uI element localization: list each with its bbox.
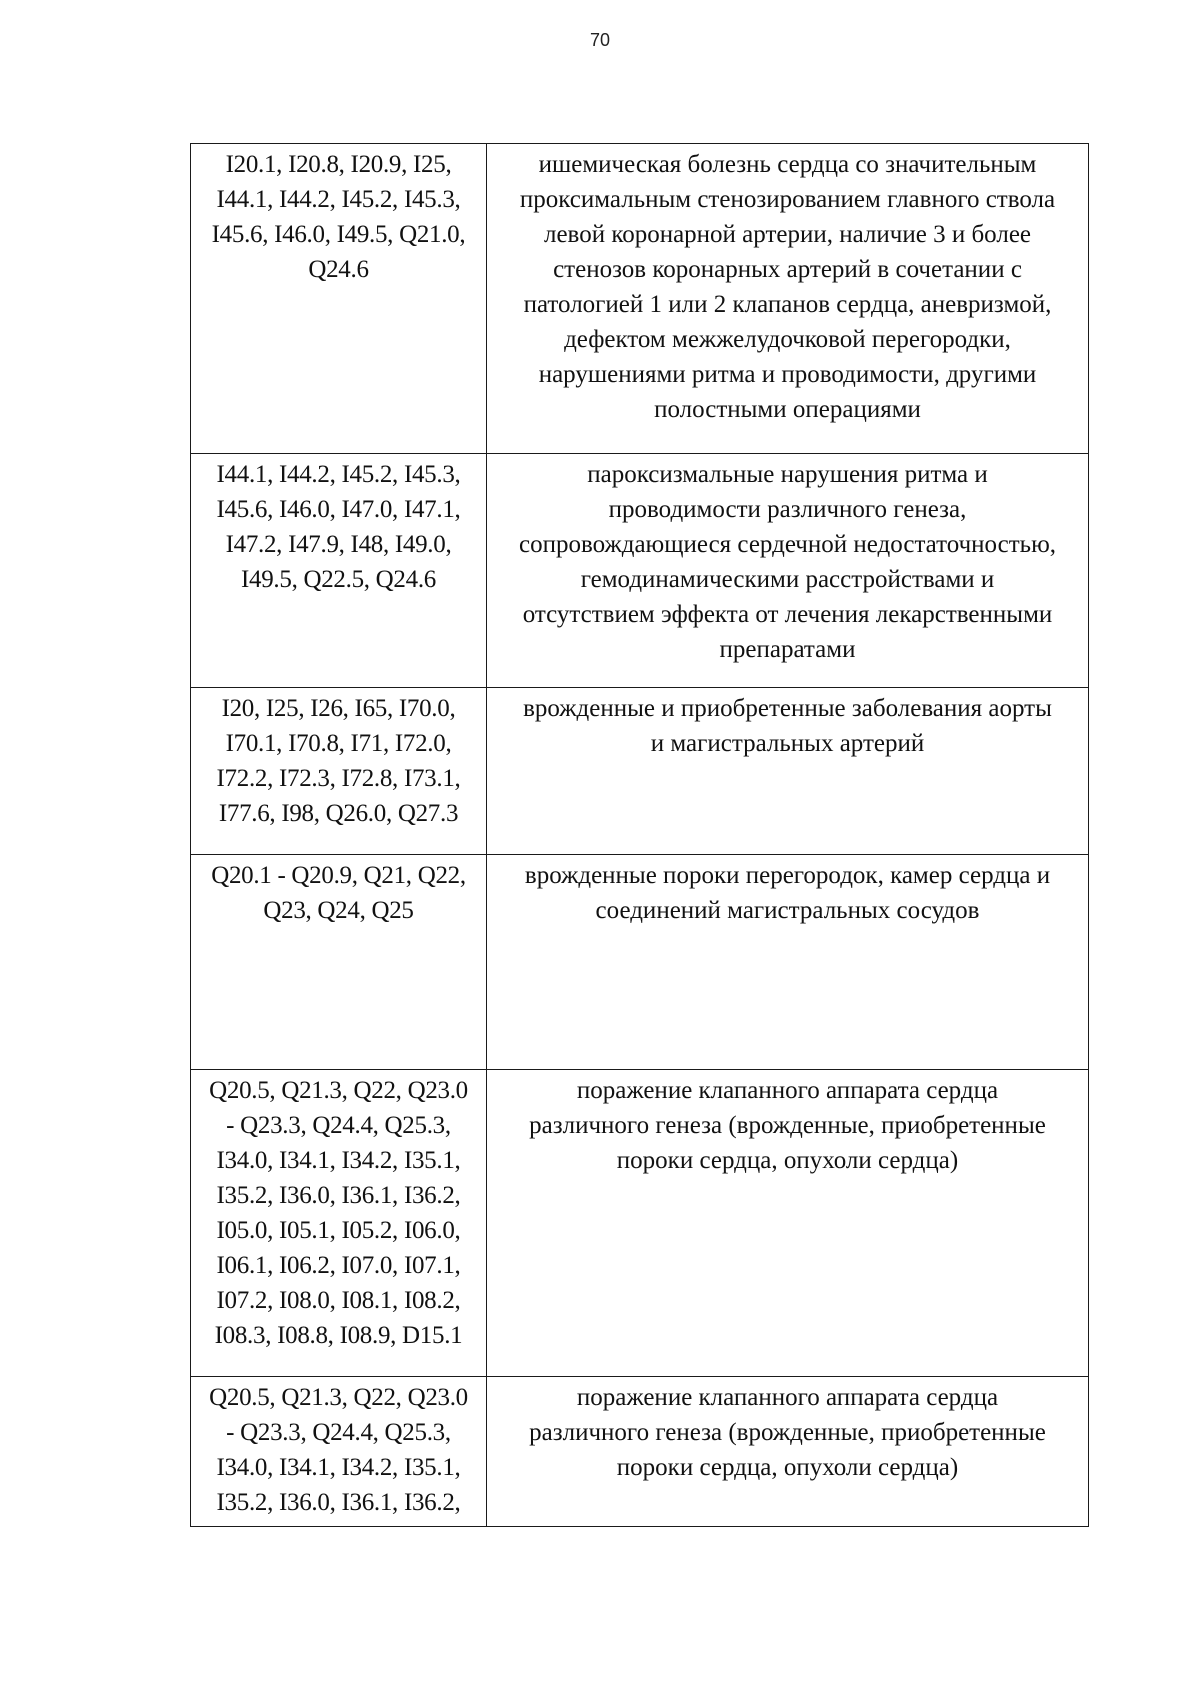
codes-text: Q20.5, Q21.3, Q22, Q23.0 - Q23.3, Q24.4, Q25.3, I34.0, I34.1, I34.2, I35.1, I35.2, I36.0, I36.1, I36.2, I05.0, I05.1, I05.2, I06.0, I06.1, I06.2, I07.0, I07.1, I07.2, I08.0, I08.1, I08.2, I08.3, I08.8, I08.9, D15.1 — [209, 1077, 468, 1349]
description-cell — [487, 1377, 1089, 1527]
codes-text: I44.1, I44.2, I45.2, I45.3, I45.6, I46.0, I47.0, I47.1, I47.2, I47.9, I48, I49.0, I49.5, Q22.5, Q24.6 — [216, 461, 461, 593]
codes-text: I20.1, I20.8, I20.9, I25, I44.1, I44.2, I45.2, I45.3, I45.6, I46.0, I49.5, Q21.0, Q24.6 — [211, 151, 466, 283]
description-cell — [487, 144, 1089, 454]
table-row — [191, 688, 1089, 855]
table-row — [191, 144, 1089, 454]
page-number: 70 — [589, 30, 611, 50]
codes-cell — [191, 144, 487, 454]
codes-cell — [191, 454, 487, 688]
diagnosis-table — [190, 143, 1089, 1527]
table-row — [191, 1377, 1089, 1527]
description-cell — [487, 688, 1089, 855]
codes-cell — [191, 688, 487, 855]
codes-cell — [191, 1377, 487, 1527]
description-text: врожденные и приобретенные заболевания аорты и магистральных артерий — [523, 695, 1052, 757]
description-text: врожденные пороки перегородок, камер сердца и соединений магистральных сосудов — [524, 862, 1051, 924]
description-text: поражение клапанного аппарата сердца различного генеза (врожденные, приобретенные пороки сердца, опухоли сердца) — [529, 1384, 1046, 1481]
description-text: ишемическая болезнь сердца со значительным проксимальным стенозированием главного ствола левой коронарной артерии, наличие 3 и более стенозов коронарных артерий в сочетании с патологией 1 или 2 клапанов сердца, аневризмой, дефектом межжелудочковой перегородки, нарушениями ритма и проводимости, другими полостными операциями — [519, 151, 1056, 423]
description-cell — [487, 1070, 1089, 1377]
description-text: поражение клапанного аппарата сердца различного генеза (врожденные, приобретенные пороки сердца, опухоли сердца) — [529, 1077, 1046, 1174]
description-cell — [487, 454, 1089, 688]
codes-text: I20, I25, I26, I65, I70.0, I70.1, I70.8, I71, I72.0, I72.2, I72.3, I72.8, I73.1, I77.6, I98, Q26.0, Q27.3 — [216, 695, 461, 827]
description-cell — [487, 855, 1089, 1070]
description-text: пароксизмальные нарушения ритма и проводимости различного генеза, сопровождающиеся сердечной недостаточностью, гемодинамическими расстройствами и отсутствием эффекта от лечения лекарственными препаратами — [518, 461, 1057, 663]
codes-text: Q20.1 - Q20.9, Q21, Q22, Q23, Q24, Q25 — [211, 862, 466, 924]
codes-cell — [191, 1070, 487, 1377]
codes-text: Q20.5, Q21.3, Q22, Q23.0 - Q23.3, Q24.4, Q25.3, I34.0, I34.1, I34.2, I35.1, I35.2, I36.0, I36.1, I36.2, — [209, 1384, 468, 1516]
table-row — [191, 1070, 1089, 1377]
table-row — [191, 454, 1089, 688]
table-row — [191, 855, 1089, 1070]
codes-cell — [191, 855, 487, 1070]
